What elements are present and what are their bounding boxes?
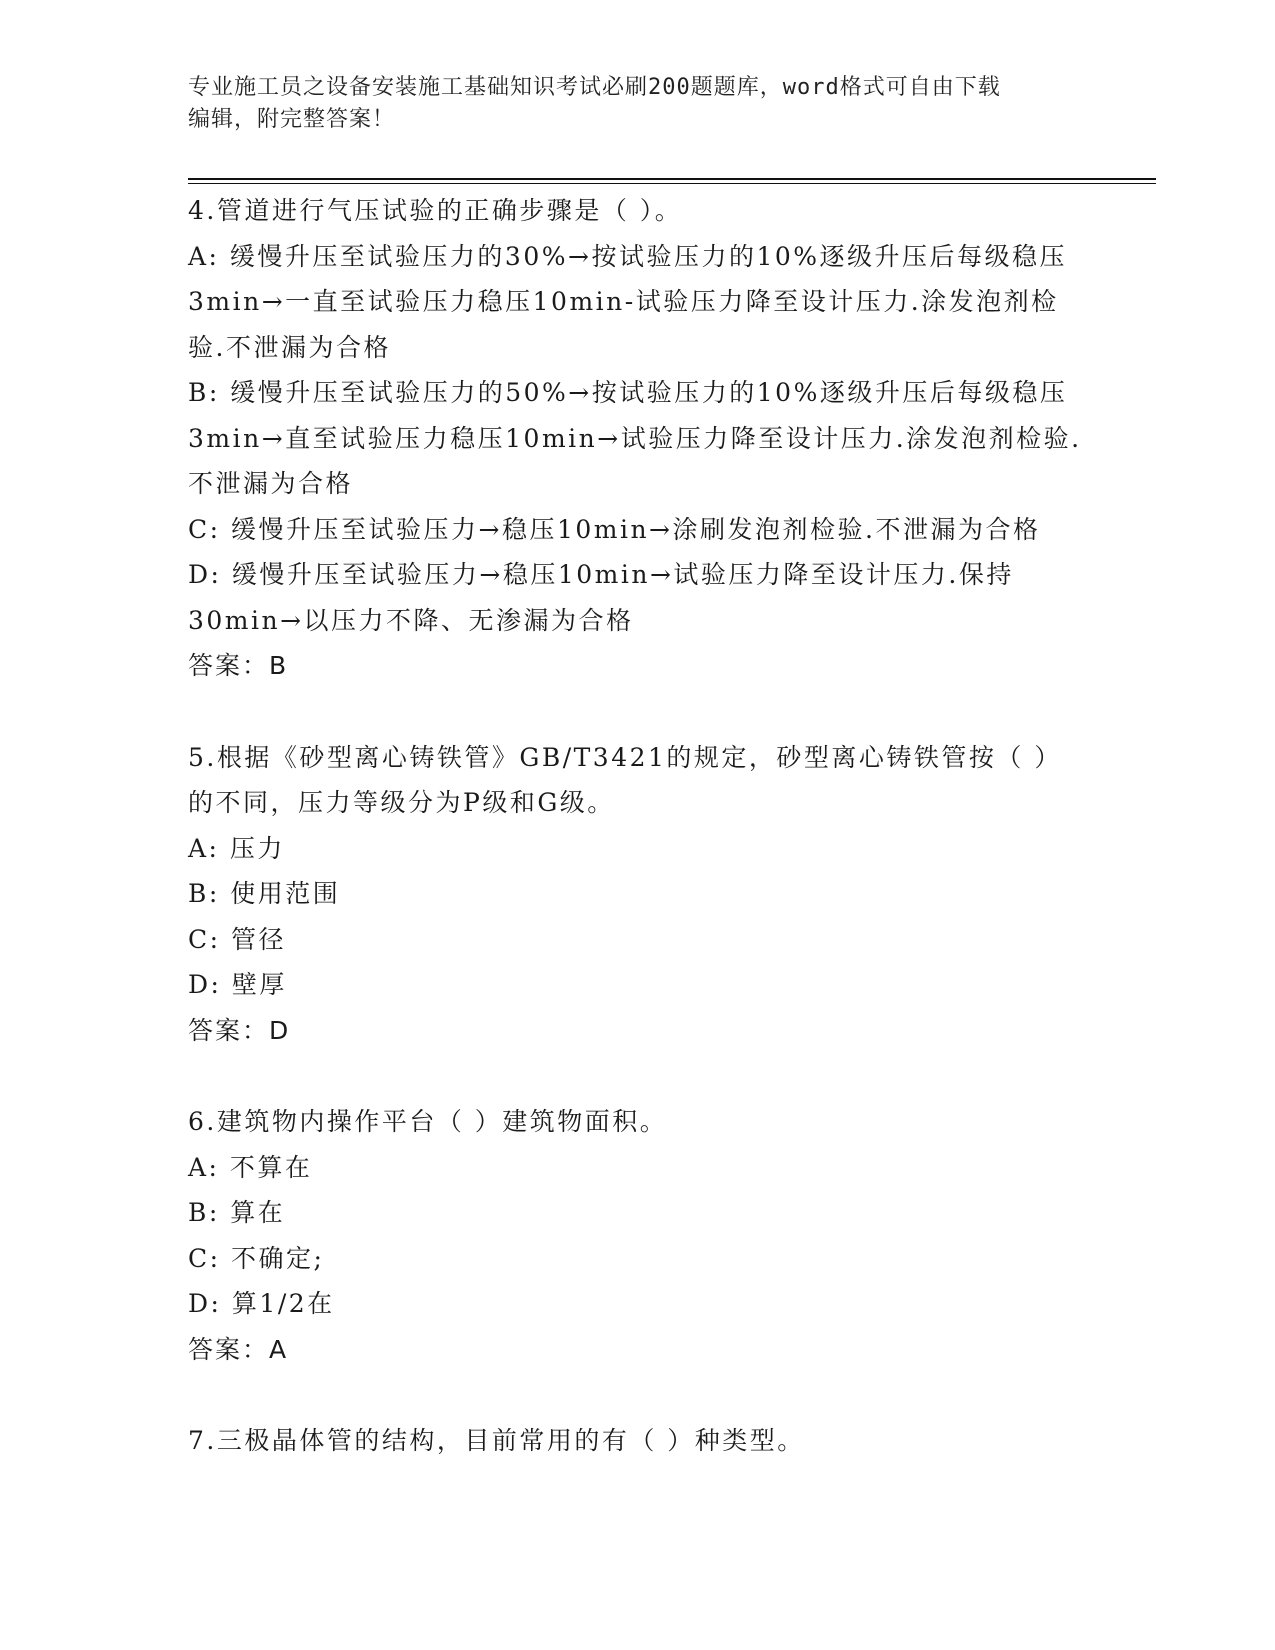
option-c: C: 缓慢升压至试验压力→稳压10min→涂刷发泡剂检验.不泄漏为合格 bbox=[188, 514, 1041, 544]
answer-label: 答案：A bbox=[188, 1334, 289, 1364]
header-divider-thin bbox=[188, 183, 1156, 184]
question-stem: 7.三极晶体管的结构，目前常用的有（ ）种类型。 bbox=[188, 1426, 805, 1455]
option-d: D: 算1/2在 bbox=[188, 1289, 335, 1318]
question-5 bbox=[188, 735, 1088, 1054]
option-a: A: 不算在 bbox=[188, 1152, 313, 1182]
question-stem: 5.根据《砂型离心铸铁管》GB/T3421的规定，砂型离心铸铁管按（ ）的不同，压力等级分为P级和G级。 bbox=[188, 742, 1062, 817]
header-title-line-2: 编辑，附完整答案！ bbox=[188, 107, 396, 132]
question-4 bbox=[188, 188, 1088, 689]
question-list bbox=[188, 188, 1088, 1464]
option-a: A: 缓慢升压至试验压力的30%→按试验压力的10%逐级升压后每级稳压3min→一直至试验压力稳压10min-试验压力降至设计压力.涂发泡剂检验.不泄漏为合格 bbox=[188, 241, 1068, 362]
answer-label: 答案：B bbox=[188, 651, 289, 680]
question-6 bbox=[188, 1099, 1088, 1372]
question-stem: 6.建筑物内操作平台（ ）建筑物面积。 bbox=[188, 1107, 668, 1136]
header-divider-thick bbox=[188, 178, 1156, 180]
answer-label: 答案：D bbox=[188, 1015, 291, 1045]
option-d: D: 壁厚 bbox=[188, 970, 287, 999]
option-b: B: 使用范围 bbox=[188, 879, 341, 908]
option-a: A: 压力 bbox=[188, 833, 285, 863]
question-7 bbox=[188, 1418, 1088, 1464]
question-spacer bbox=[188, 689, 1088, 735]
option-c: C: 管径 bbox=[188, 924, 286, 954]
option-c: C: 不确定; bbox=[188, 1243, 325, 1273]
question-stem: 4.管道进行气压试验的正确步骤是（ ）。 bbox=[188, 196, 683, 225]
header-title-line-1: 专业施工员之设备安装施工基础知识考试必刷200题题库，word格式可自由下载 bbox=[188, 75, 1001, 100]
option-d: D: 缓慢升压至试验压力→稳压10min→试验压力降至设计压力.保持30min→以压力不降、无渗漏为合格 bbox=[188, 560, 1014, 635]
document-header bbox=[188, 72, 1088, 136]
option-b: B: 缓慢升压至试验压力的50%→按试验压力的10%逐级升压后每级稳压3min→直至试验压力稳压10min→试验压力降至设计压力.涂发泡剂检验.不泄漏为合格 bbox=[188, 378, 1082, 498]
option-b: B: 算在 bbox=[188, 1198, 286, 1227]
question-spacer bbox=[188, 1372, 1088, 1418]
question-spacer bbox=[188, 1053, 1088, 1099]
